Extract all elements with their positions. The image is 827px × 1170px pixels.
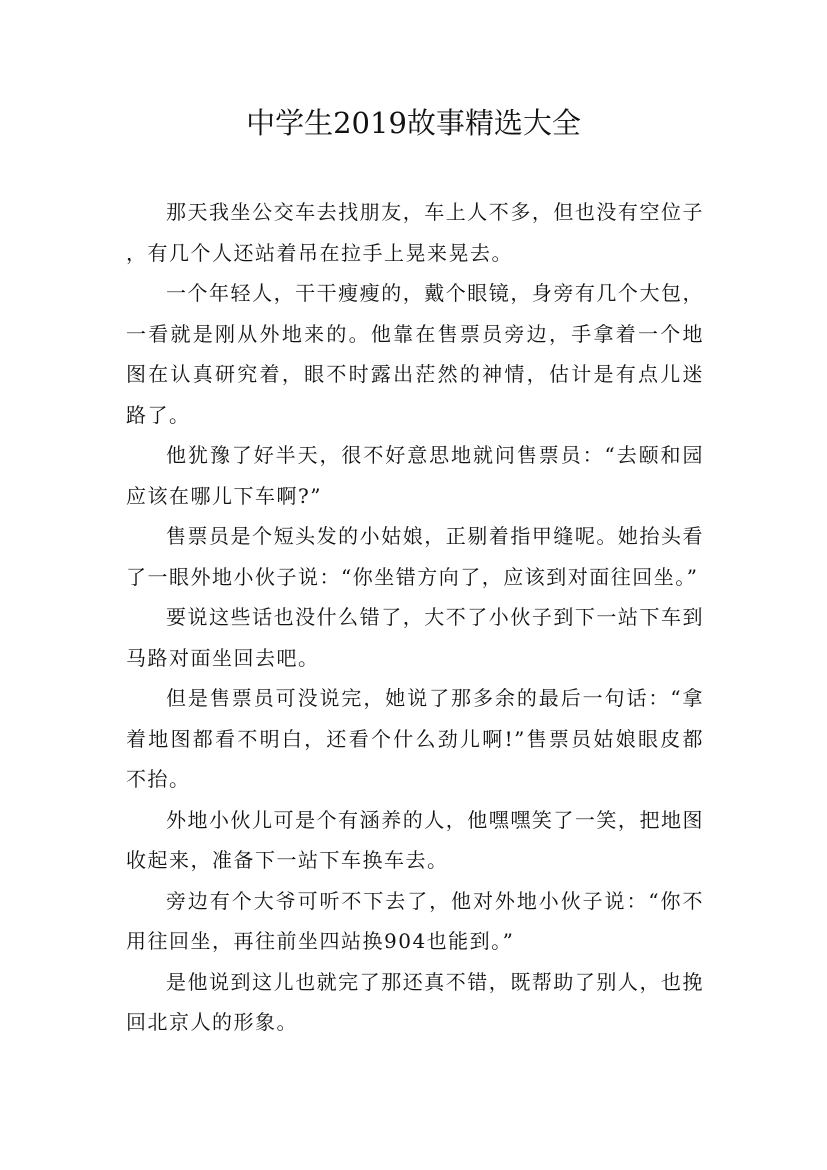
paragraph: 是他说到这儿也就完了那还真不错，既帮助了别人，也挽回北京人的形象。 — [126, 969, 704, 1034]
paragraph: 那天我坐公交车去找朋友，车上人不多，但也没有空位子，有几个人还站着吊在拉手上晃来晃去。 — [126, 200, 704, 265]
paragraph: 售票员是个短头发的小姑娘，正剔着指甲缝呢。她抬头看了一眼外地小伙子说：“你坐错方向了，应该到对面往回坐。” — [126, 524, 704, 589]
paragraph: 旁边有个大爷可听不下去了，他对外地小伙子说：“你不用往回坐，再往前坐四站换904也能到。” — [126, 888, 704, 953]
paragraph: 他犹豫了好半天，很不好意思地就问售票员：“去颐和园应该在哪儿下车啊?” — [126, 443, 704, 508]
paragraph: 要说这些话也没什么错了，大不了小伙子到下一站下车到马路对面坐回去吧。 — [126, 605, 704, 670]
paragraph: 一个年轻人，干干瘦瘦的，戴个眼镜，身旁有几个大包，一看就是刚从外地来的。他靠在售票员旁边，手拿着一个地图在认真研究着，眼不时露出茫然的神情，估计是有点儿迷路了。 — [126, 281, 704, 427]
document-body — [126, 192, 704, 1043]
paragraph: 但是售票员可没说完，她说了那多余的最后一句话：“拿着地图都看不明白，还看个什么劲儿啊!”售票员姑娘眼皮都不抬。 — [126, 686, 704, 791]
document-title: 中学生2019故事精选大全 — [246, 106, 581, 140]
paragraph: 外地小伙儿可是个有涵养的人，他嘿嘿笑了一笑，把地图收起来，准备下一站下车换车去。 — [126, 807, 704, 872]
